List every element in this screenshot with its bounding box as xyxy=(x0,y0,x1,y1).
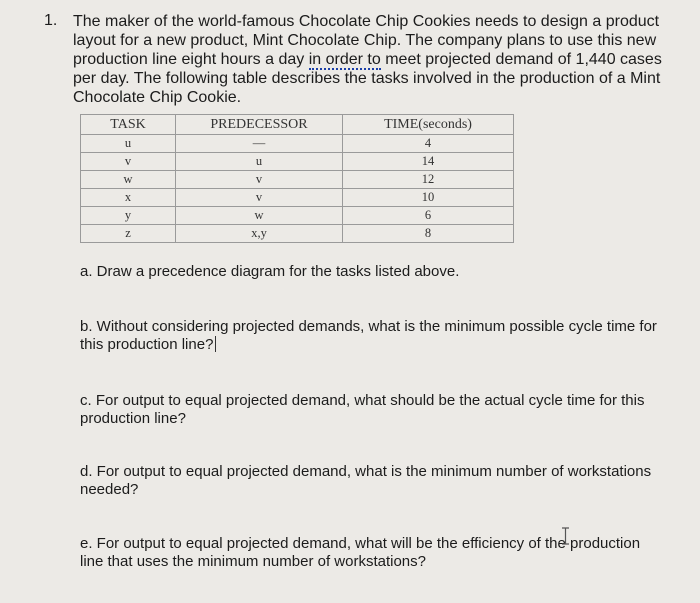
cell-task: u xyxy=(81,135,176,153)
cell-task: z xyxy=(81,225,176,243)
table-row xyxy=(81,135,514,153)
ibeam-cursor-icon xyxy=(561,527,570,545)
question-d: d. For output to equal projected demand, what is the minimum number of workstations needed? xyxy=(80,463,652,498)
table-row xyxy=(81,171,514,189)
cell-time: 6 xyxy=(343,207,514,225)
cell-time: 8 xyxy=(343,225,514,243)
cell-time: 10 xyxy=(343,189,514,207)
header-task: TASK xyxy=(81,115,176,135)
cell-task: x xyxy=(81,189,176,207)
cell-predecessor: u xyxy=(176,153,343,171)
text-caret xyxy=(215,336,216,352)
question-e: e. For output to equal projected demand, what will be the efficiency of the production line that uses the minimum number of workstations? xyxy=(80,535,641,570)
intro-text-1: The maker of the world-famous Chocolate Chip Cookies needs to design a product layout for a new product, Mint Chocolate Chip. The company plans to use this new production line eight hours a day xyxy=(73,13,660,68)
table-row xyxy=(81,189,514,207)
question-b[interactable] xyxy=(80,318,660,354)
cell-predecessor: x,y xyxy=(176,225,343,243)
intro-text-2: meet projected demand of 1,440 cases per day. The following table describes the tasks involved in the production of a Mint Chocolate Chip Cookie. xyxy=(73,51,662,106)
cell-predecessor: v xyxy=(176,189,343,207)
cell-task: v xyxy=(81,153,176,171)
problem-statement xyxy=(73,12,673,107)
cell-time: 4 xyxy=(343,135,514,153)
table-row xyxy=(81,153,514,171)
table-row xyxy=(81,207,514,225)
cell-time: 14 xyxy=(343,153,514,171)
cell-predecessor: v xyxy=(176,171,343,189)
cell-predecessor: w xyxy=(176,207,343,225)
cell-time: 12 xyxy=(343,171,514,189)
cell-task: w xyxy=(81,171,176,189)
spellcheck-underline-phrase[interactable]: in order to xyxy=(308,51,381,68)
header-predecessor: PREDECESSOR xyxy=(176,115,343,135)
question-number: 1. xyxy=(44,12,58,29)
question-b-text: b. Without considering projected demands, what is the minimum possible cycle time for this production line? xyxy=(80,318,657,353)
question-c: c. For output to equal projected demand, what should be the actual cycle time for this production line? xyxy=(80,392,645,427)
header-time: TIME(seconds) xyxy=(343,115,514,135)
cell-predecessor: — xyxy=(176,135,343,153)
table-header-row xyxy=(81,115,514,135)
question-a: a. Draw a precedence diagram for the tasks listed above. xyxy=(80,263,460,280)
task-table xyxy=(80,114,514,243)
cell-task: y xyxy=(81,207,176,225)
table-row xyxy=(81,225,514,243)
